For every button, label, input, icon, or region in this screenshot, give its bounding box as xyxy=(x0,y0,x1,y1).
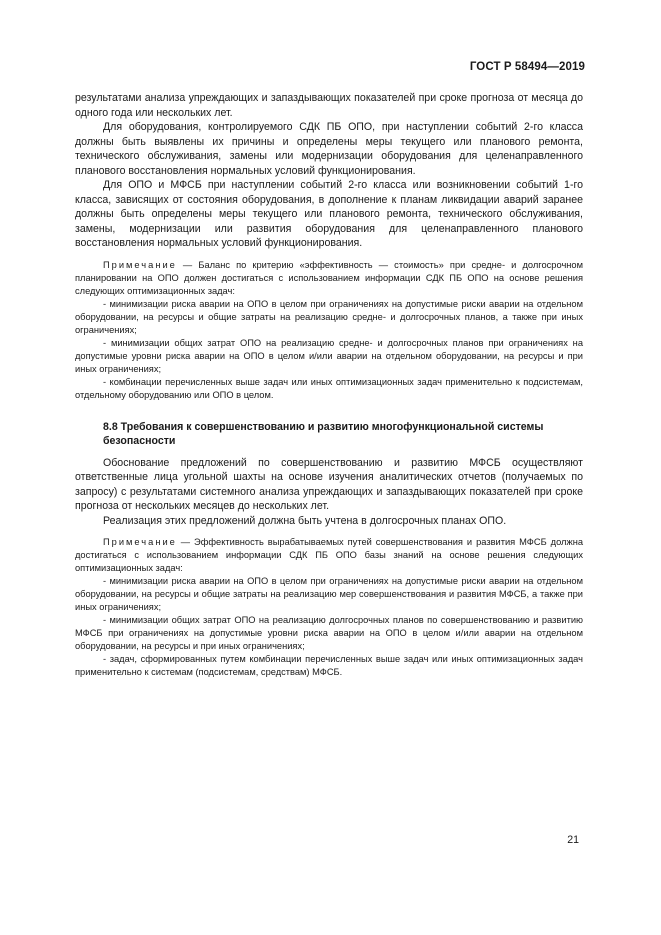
note-label: Примечание xyxy=(103,537,177,547)
note-item: - минимизации риска аварии на ОПО в целом при ограничениях на допустимые риски аварии на отдельном оборудовании, на ресурсы и общие затраты на реализацию мер совершенствования и развития МФСБ, а также при иных ограничениях; xyxy=(75,576,583,612)
paragraph: Реализация этих предложений должна быть учтена в долгосрочных планах ОПО. xyxy=(103,514,507,527)
section-heading: 8.8 Требования к совершенствованию и развитию многофункциональной системы безопасности xyxy=(103,420,544,447)
note-item: - комбинации перечисленных выше задач или иных оптимизационных задач применительно к подсистемам, отдельному оборудованию или ОПО в целом. xyxy=(75,376,583,400)
paragraph: Обоснование предложений по совершенствованию и развитию МФСБ осуществляют ответственные лица угольной шахты на основе изучения аналитических отчетов (получаемых по запросу) с результатами системного анализа упреждающих и запаздывающих показателей при сроке прогноза от нескольких месяцев до нескольких лет. xyxy=(75,456,583,512)
note-text: — Эффективность вырабатываемых путей совершенствования и развития МФСБ должна достигаться с использованием информации СДК ПБ ОПО базы знаний на основе решения следующих оптимизационных задач: xyxy=(75,537,583,573)
document-id: ГОСТ Р 58494—2019 xyxy=(469,61,585,73)
note xyxy=(75,259,583,298)
paragraph: Для ОПО и МФСБ при наступлении событий 2-го класса или возникновении событий 1-го класса, зависящих от состояния оборудования, в дополнение к планам ликвидации аварий заранее должны быть определены меры текущего или планового ремонта, технического обслуживания, замены, модернизации или развития оборудования для целенаправленного планового восстановления нормальных условий функционирования. xyxy=(75,179,583,249)
note xyxy=(75,536,583,575)
paragraph: результатами анализа упреждающих и запаздывающих показателей при сроке прогноза от месяца до одного года или нескольких лет. xyxy=(75,92,583,119)
note-text: — Баланс по критерию «эффективность — стоимость» при средне- и долгосрочном планировании на ОПО должен достигаться с использованием информации СДК ПБ ОПО на основе решения следующих оптимизационных задач: xyxy=(75,259,583,296)
paragraph: Для оборудования, контролируемого СДК ПБ ОПО, при наступлении событий 2-го класса должны быть выявлены их причины и определены меры текущего или планового ремонта, технического обслуживания, замены или модернизации оборудования для целенаправленного планового восстановления нормальных условий функционирования. xyxy=(75,121,583,177)
note-item: - минимизации общих затрат ОПО на реализацию долгосрочных планов по совершенствованию и развитию МФСБ при ограничениях на допустимые уровни риска аварии на ОПО в целом и/или аварии на отдельном оборудовании, на ресурсы и при иных ограничениях; xyxy=(75,615,583,651)
note-item: - минимизации риска аварии на ОПО в целом при ограничениях на допустимые риски аварии на отдельном оборудовании, на ресурсы и общие затраты на реализацию средне- и долгосрочных планов, а также при иных ограничениях; xyxy=(75,298,583,335)
note-item: - задач, сформированных путем комбинации перечисленных выше задач или иных оптимизационных задач применительно к системам (подсистемам, средствам) МФСБ. xyxy=(75,654,583,677)
note-item: - минимизации общих затрат ОПО на реализацию средне- и долгосрочных планов при ограничениях на допустимые уровни риска аварии на ОПО в целом и/или аварии на отдельном оборудовании, на ресурсы и при иных ограничениях; xyxy=(75,337,583,374)
page-body xyxy=(75,91,583,679)
note-label: Примечание xyxy=(103,259,177,270)
page-number: 21 xyxy=(567,834,579,846)
